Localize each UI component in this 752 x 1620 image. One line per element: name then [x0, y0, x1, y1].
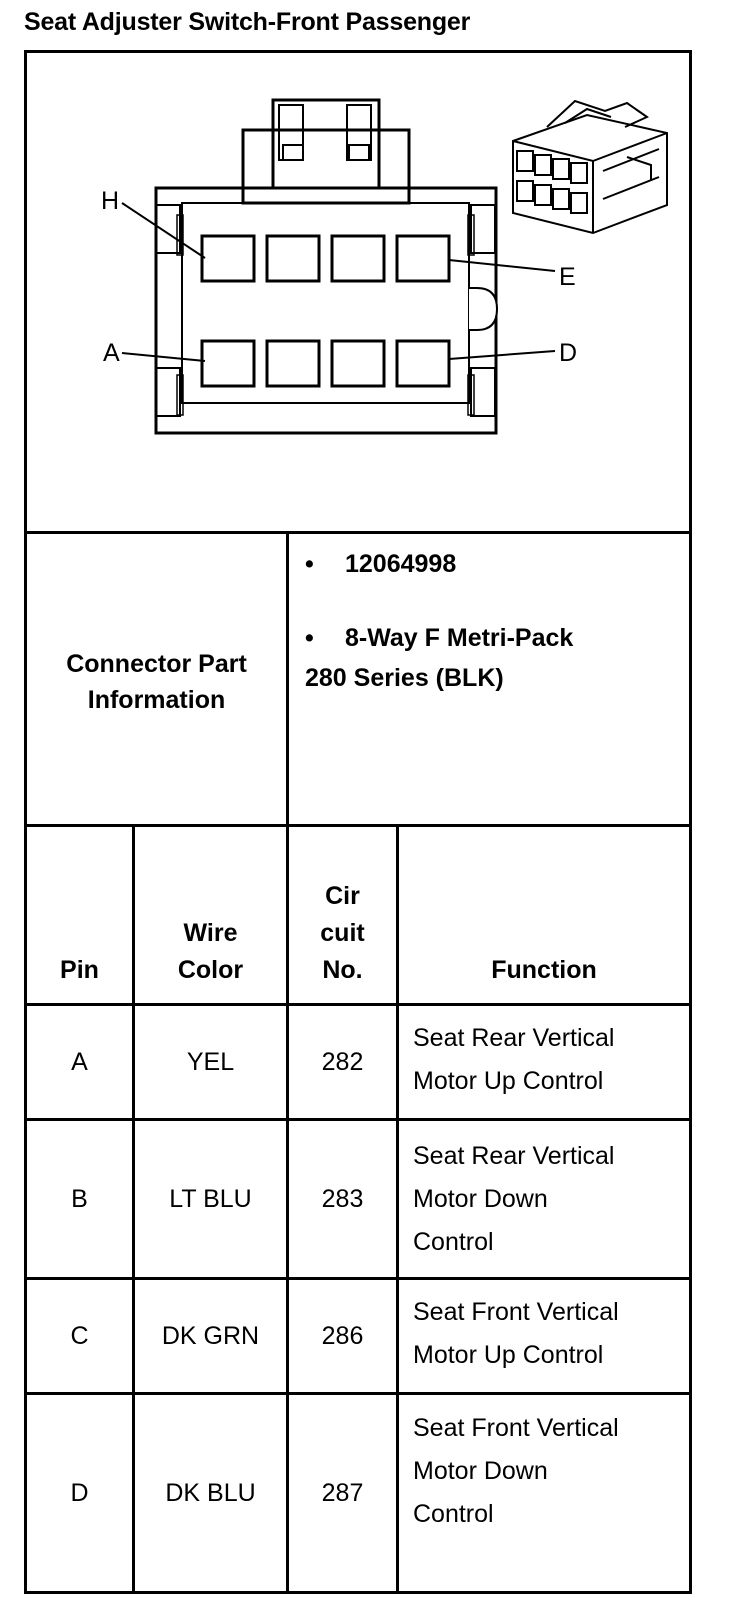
connector-isometric-icon: [513, 101, 667, 233]
connector-face-drawing: [27, 53, 689, 533]
cell-pin: D: [70, 1478, 89, 1507]
connector-body: [156, 188, 496, 433]
cell-function: Seat Rear Vertical Motor Up Control: [413, 1024, 615, 1095]
cell-pin: B: [71, 1184, 88, 1213]
cell-circuit: 283: [321, 1184, 364, 1213]
connector-part-info: [289, 536, 689, 827]
cell-wire-color: DK GRN: [161, 1321, 260, 1350]
pin-label-d: D: [559, 339, 578, 367]
pin-label-e: E: [559, 263, 576, 291]
connector-description-line2: 280 Series (BLK): [305, 664, 504, 692]
connector-description-line1: 8-Way F Metri-Pack: [345, 624, 574, 652]
cell-wire-color: DK BLU: [165, 1478, 256, 1507]
cell-circuit: 287: [321, 1478, 364, 1507]
header-pin: Pin: [60, 956, 99, 984]
page-title: Seat Adjuster Switch-Front Passenger: [24, 8, 471, 36]
bullet: •: [305, 624, 314, 652]
connector-part-label-line2: Information: [87, 685, 226, 714]
part-number: 12064998: [345, 550, 457, 578]
cell-pin: A: [71, 1047, 88, 1076]
cell-circuit: 282: [321, 1047, 364, 1076]
bullet: •: [305, 550, 314, 578]
pin-label-h: H: [101, 187, 120, 215]
connector-part-label: [27, 536, 286, 827]
cell-pin: C: [70, 1321, 89, 1350]
divider: [27, 531, 689, 534]
cell-function: Seat Rear Vertical Motor Down Control: [413, 1142, 615, 1256]
latch-outer: [243, 130, 409, 203]
cell-circuit: 286: [321, 1321, 364, 1350]
header-circuit-no: Cir cuit No.: [320, 882, 365, 984]
cell-function: Seat Front Vertical Motor Down Control: [413, 1414, 619, 1528]
cell-function: Seat Front Vertical Motor Up Control: [413, 1298, 619, 1369]
connector-part-label-line1: Connector Part: [66, 649, 247, 678]
connector-diagram: [27, 53, 689, 533]
connector-table: [24, 50, 692, 1594]
cell-wire-color: LT BLU: [169, 1184, 252, 1213]
cell-wire-color: YEL: [186, 1047, 235, 1076]
header-function: Function: [491, 956, 597, 984]
pin-label-a: A: [103, 339, 120, 367]
header-wire-color: Wire Color: [177, 919, 244, 984]
